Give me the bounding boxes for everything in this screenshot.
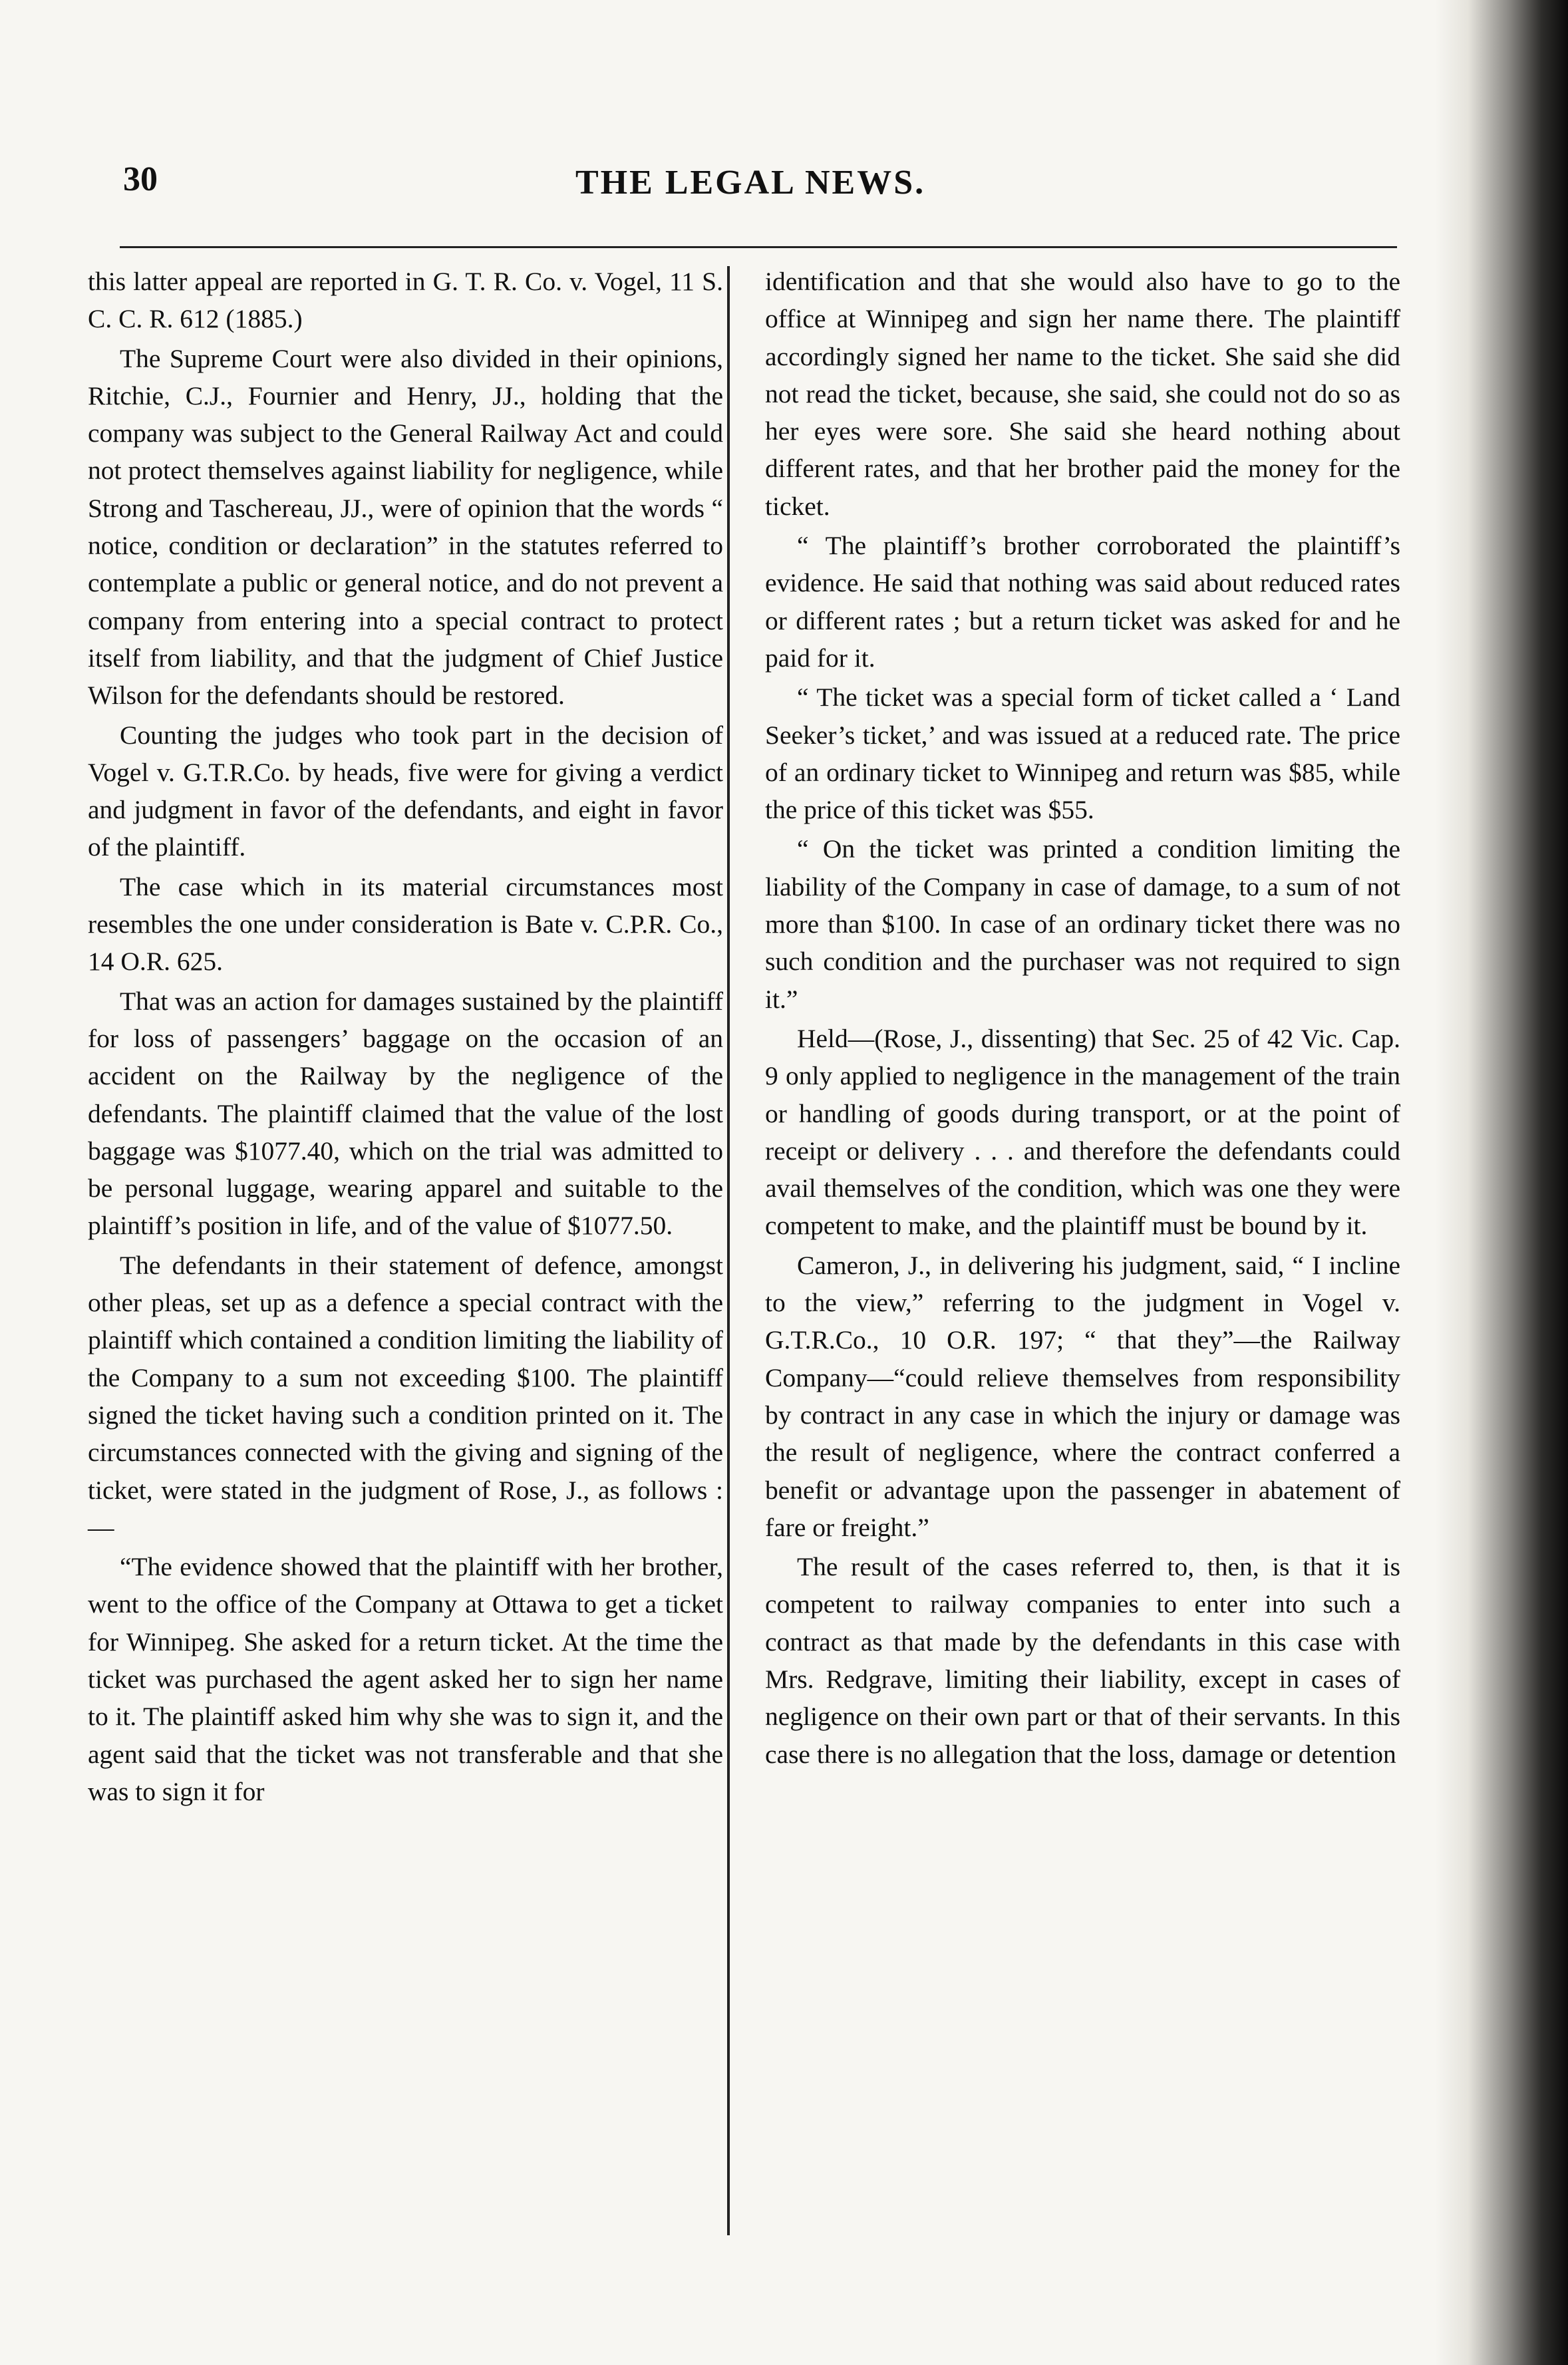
paragraph: this latter appeal are reported in G. T. R. Co. v. Vogel, 11 S. C. C. R. 612 (1885.) bbox=[88, 267, 723, 334]
paragraph: Counting the judges who took part in the decision of Vogel v. G.T.R.Co. by heads, five were for giving a verdict and judgment in favor of the defendants, and eight in favor of the plaintiff. bbox=[88, 720, 723, 862]
column-divider bbox=[727, 266, 730, 2235]
paragraph: The result of the cases referred to, then, is that it is competent to railway companies to enter into such a contract as that made by the defendants in this case with Mrs. Redgrave, limiting their liability, except in cases of negligence on their own part or that of their servants. In this case there is no allegation that the loss, damage or detention bbox=[765, 1552, 1400, 1769]
paragraph: The case which in its material circumstances most resembles the one under consideration is Bate v. C.P.R. Co., 14 O.R. 625. bbox=[88, 871, 723, 977]
paragraph: “ The ticket was a special form of ticket called a ‘ Land Seeker’s ticket,’ and was issued at a reduced rate. The price of an ordinary ticket to Winnipeg and return was $85, while the price of this ticket was $55. bbox=[765, 683, 1400, 825]
paragraph: The defendants in their statement of defence, amongst other pleas, set up as a defence a special contract with the plaintiff which contained a condition limiting the liability of the Company to a sum not exceeding $100. The plaintiff signed the ticket having such a condition printed on it. The circumstances connected with the giving and signing of the ticket, were stated in the judgment of Rose, J., as follows :— bbox=[88, 1250, 723, 1542]
paragraph: Held—(Rose, J., dissenting) that Sec. 25 of 42 Vic. Cap. 9 only applied to negligence in the management of the train or handling of goods during transport, or at the point of receipt or delivery . . . and therefore the defendants could avail themselves of the condition, which was one they were competent to make, and the plaintiff must be bound by it. bbox=[765, 1023, 1400, 1241]
paragraph: “ The plaintiff’s brother corroborated the plaintiff’s evidence. He said that nothing was said about reduced rates or different rates ; but a return ticket was asked for and he paid for it. bbox=[765, 531, 1400, 673]
page-number: 30 bbox=[123, 160, 158, 198]
left-column bbox=[88, 263, 723, 1810]
right-column bbox=[765, 263, 1400, 1773]
page-header bbox=[123, 160, 1400, 206]
paragraph: That was an action for damages sustained by the plaintiff for loss of passengers’ baggage on the occasion of an accident on the Railway by the negligence of the defendants. The plaintiff claimed that the value of the lost baggage was $1077.40, which on the trial was admitted to be personal luggage, wearing apparel and suitable to the plaintiff’s position in life, and of the value of $1077.50. bbox=[88, 986, 723, 1241]
paragraph: identification and that she would also have to go to the office at Winnipeg and sign her name there. The plaintiff accordingly signed her name to the ticket. She said she did not read the ticket, because, she said, she could not do so as her eyes were sore. She said she heard nothing about different rates, and that her brother paid the money for the ticket. bbox=[765, 267, 1400, 521]
running-head-title: THE LEGAL NEWS. bbox=[575, 164, 926, 202]
header-rule bbox=[120, 246, 1397, 248]
paragraph: Cameron, J., in delivering his judgment, said, “ I incline to the view,” referring to the judgment in Vogel v. G.T.R.Co., 10 O.R. 197; “ that they”—the Railway Company—“could relieve themselves from responsibility by contract in any case in which the injury or damage was the result of negligence, where the contract conferred a benefit or advantage upon the passenger in abatement of fare or freight.” bbox=[765, 1250, 1400, 1542]
paragraph: “ On the ticket was printed a condition limiting the liability of the Company in case of damage, to a sum of not more than $100. In case of an ordinary ticket there was no such condition and the purchaser was not required to sign it.” bbox=[765, 834, 1400, 1014]
scanned-page-edge bbox=[1435, 0, 1568, 2365]
paragraph: The Supreme Court were also divided in their opinions, Ritchie, C.J., Fournier and Henry, JJ., holding that the company was subject to the General Railway Act and could not protect themselves against liability for negligence, while Strong and Taschereau, JJ., were of opinion that the words “ notice, condition or declaration” in the statutes referred to contemplate a public or general notice, and do not prevent a company from entering into a special contract to protect itself from liability, and that the judgment of Chief Justice Wilson for the defendants should be restored. bbox=[88, 343, 723, 710]
paragraph: “The evidence showed that the plaintiff with her brother, went to the office of the Company at Ottawa to get a ticket for Winnipeg. She asked for a return ticket. At the time the ticket was purchased the agent asked her to sign her name to it. The plaintiff asked him why she was to sign it, and the agent said that the ticket was not transferable and that she was to sign it for bbox=[88, 1552, 723, 1806]
